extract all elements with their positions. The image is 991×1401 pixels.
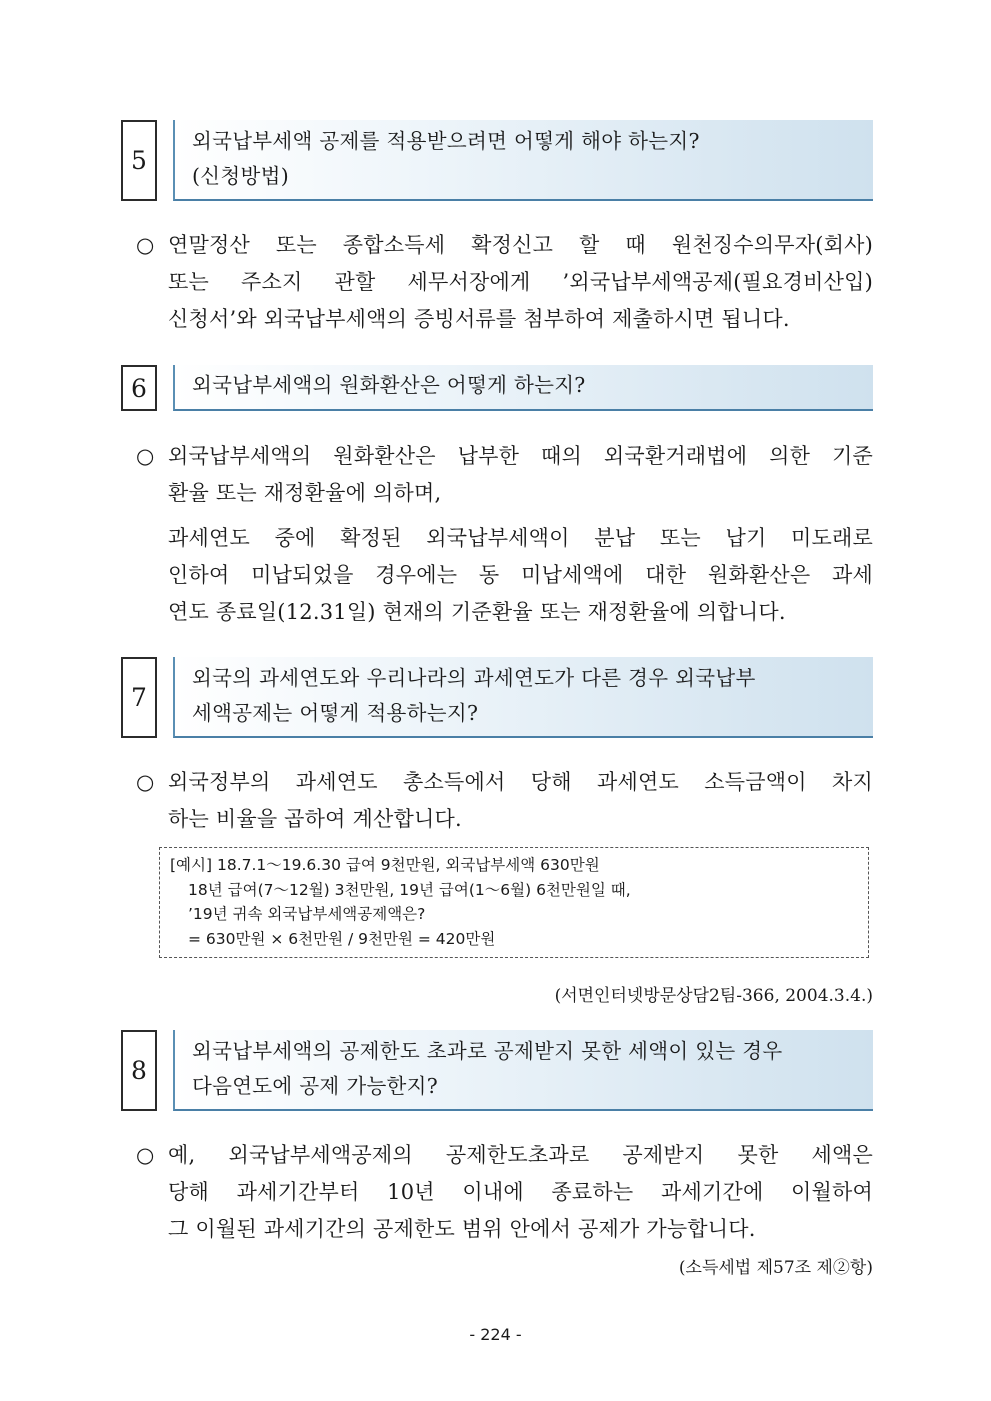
example-box [159, 847, 869, 958]
question-text: 외국납부세액 공제를 적용받으려면 어떻게 해야 하는지? [192, 129, 700, 153]
answer-text: 그 이월된 과세기간의 공제한도 범위 안에서 공제가 가능합니다. [168, 1217, 756, 1241]
answer-paragraph [136, 1137, 873, 1248]
question-box [173, 120, 873, 201]
example-line: ’19년 귀속 외국납부세액공제액은? [188, 905, 426, 923]
question-7-header [121, 657, 873, 738]
example-line: = 630만원 × 6천만원 / 9천만원 = 420만원 [188, 929, 496, 948]
question-box [173, 1030, 873, 1111]
question-5-header [121, 120, 873, 201]
question-box [173, 365, 873, 411]
bullet-circle: ○ [136, 444, 155, 468]
answer-text: 연도 종료일(12.31일) 현재의 기준환율 또는 재정환율에 의합니다. [168, 600, 786, 624]
answer-text: 예, 외국납부세액공제의 공제한도초과로 공제받지 못한 세액은 [168, 1143, 873, 1167]
question-text: 다음연도에 공제 가능한지? [192, 1074, 439, 1098]
question-text: 외국납부세액의 공제한도 초과로 공제받지 못한 세액이 있는 경우 [192, 1039, 783, 1063]
answer-text: 당해 과세기간부터 10년 이내에 종료하는 과세기간에 이월하여 [168, 1180, 873, 1204]
question-8-header [121, 1030, 873, 1111]
question-number: 5 [121, 120, 157, 201]
question-box [173, 657, 873, 738]
answer-paragraph [136, 764, 873, 838]
citation: (서면인터넷방문상담2팀-366, 2004.3.4.) [554, 986, 873, 1006]
citation: (소득세법 제57조 제②항) [678, 1258, 873, 1278]
answer-text: 또는 주소지 관할 세무서장에게 ’외국납부세액공제(필요경비산입) [168, 270, 873, 294]
question-text: 세액공제는 어떻게 적용하는지? [192, 701, 479, 725]
answer-text: 외국정부의 과세연도 총소득에서 당해 과세연도 소득금액이 차지 [168, 770, 873, 794]
question-number: 7 [121, 657, 157, 738]
answer-text: 과세연도 중에 확정된 외국납부세액이 분납 또는 납기 미도래로 [168, 526, 873, 550]
question-text: (신청방법) [192, 164, 290, 188]
page-number: - 224 - [469, 1325, 522, 1344]
answer-text: 외국납부세액의 원화환산은 납부한 때의 외국환거래법에 의한 기준 [168, 444, 873, 468]
question-text: 외국납부세액의 원화환산은 어떻게 하는지? [192, 373, 586, 397]
answer-paragraph [136, 227, 873, 338]
question-number: 8 [121, 1030, 157, 1111]
answer-paragraph-continued [136, 520, 873, 631]
example-line: [예시] 18.7.1～19.6.30 급여 9천만원, 외국납부세액 630만원 [170, 856, 600, 874]
answer-text: 환율 또는 재정환율에 의하며, [168, 481, 442, 505]
answer-text: 신청서’와 외국납부세액의 증빙서류를 첨부하여 제출하시면 됩니다. [168, 307, 790, 331]
bullet-circle: ○ [136, 1143, 155, 1167]
bullet-circle: ○ [136, 233, 155, 257]
question-6-header [121, 365, 873, 411]
example-line: 18년 급여(7～12월) 3천만원, 19년 급여(1～6월) 6천만원일 때, [188, 880, 631, 899]
answer-paragraph [136, 438, 873, 512]
question-text: 외국의 과세연도와 우리나라의 과세연도가 다른 경우 외국납부 [192, 666, 756, 690]
answer-text: 연말정산 또는 종합소득세 확정신고 할 때 원천징수의무자(회사) [168, 233, 873, 257]
bullet-circle: ○ [136, 770, 155, 794]
answer-text: 인하여 미납되었을 경우에는 동 미납세액에 대한 원화환산은 과세 [168, 563, 873, 587]
answer-text: 하는 비율을 곱하여 계산합니다. [168, 807, 462, 831]
question-number: 6 [121, 365, 157, 411]
